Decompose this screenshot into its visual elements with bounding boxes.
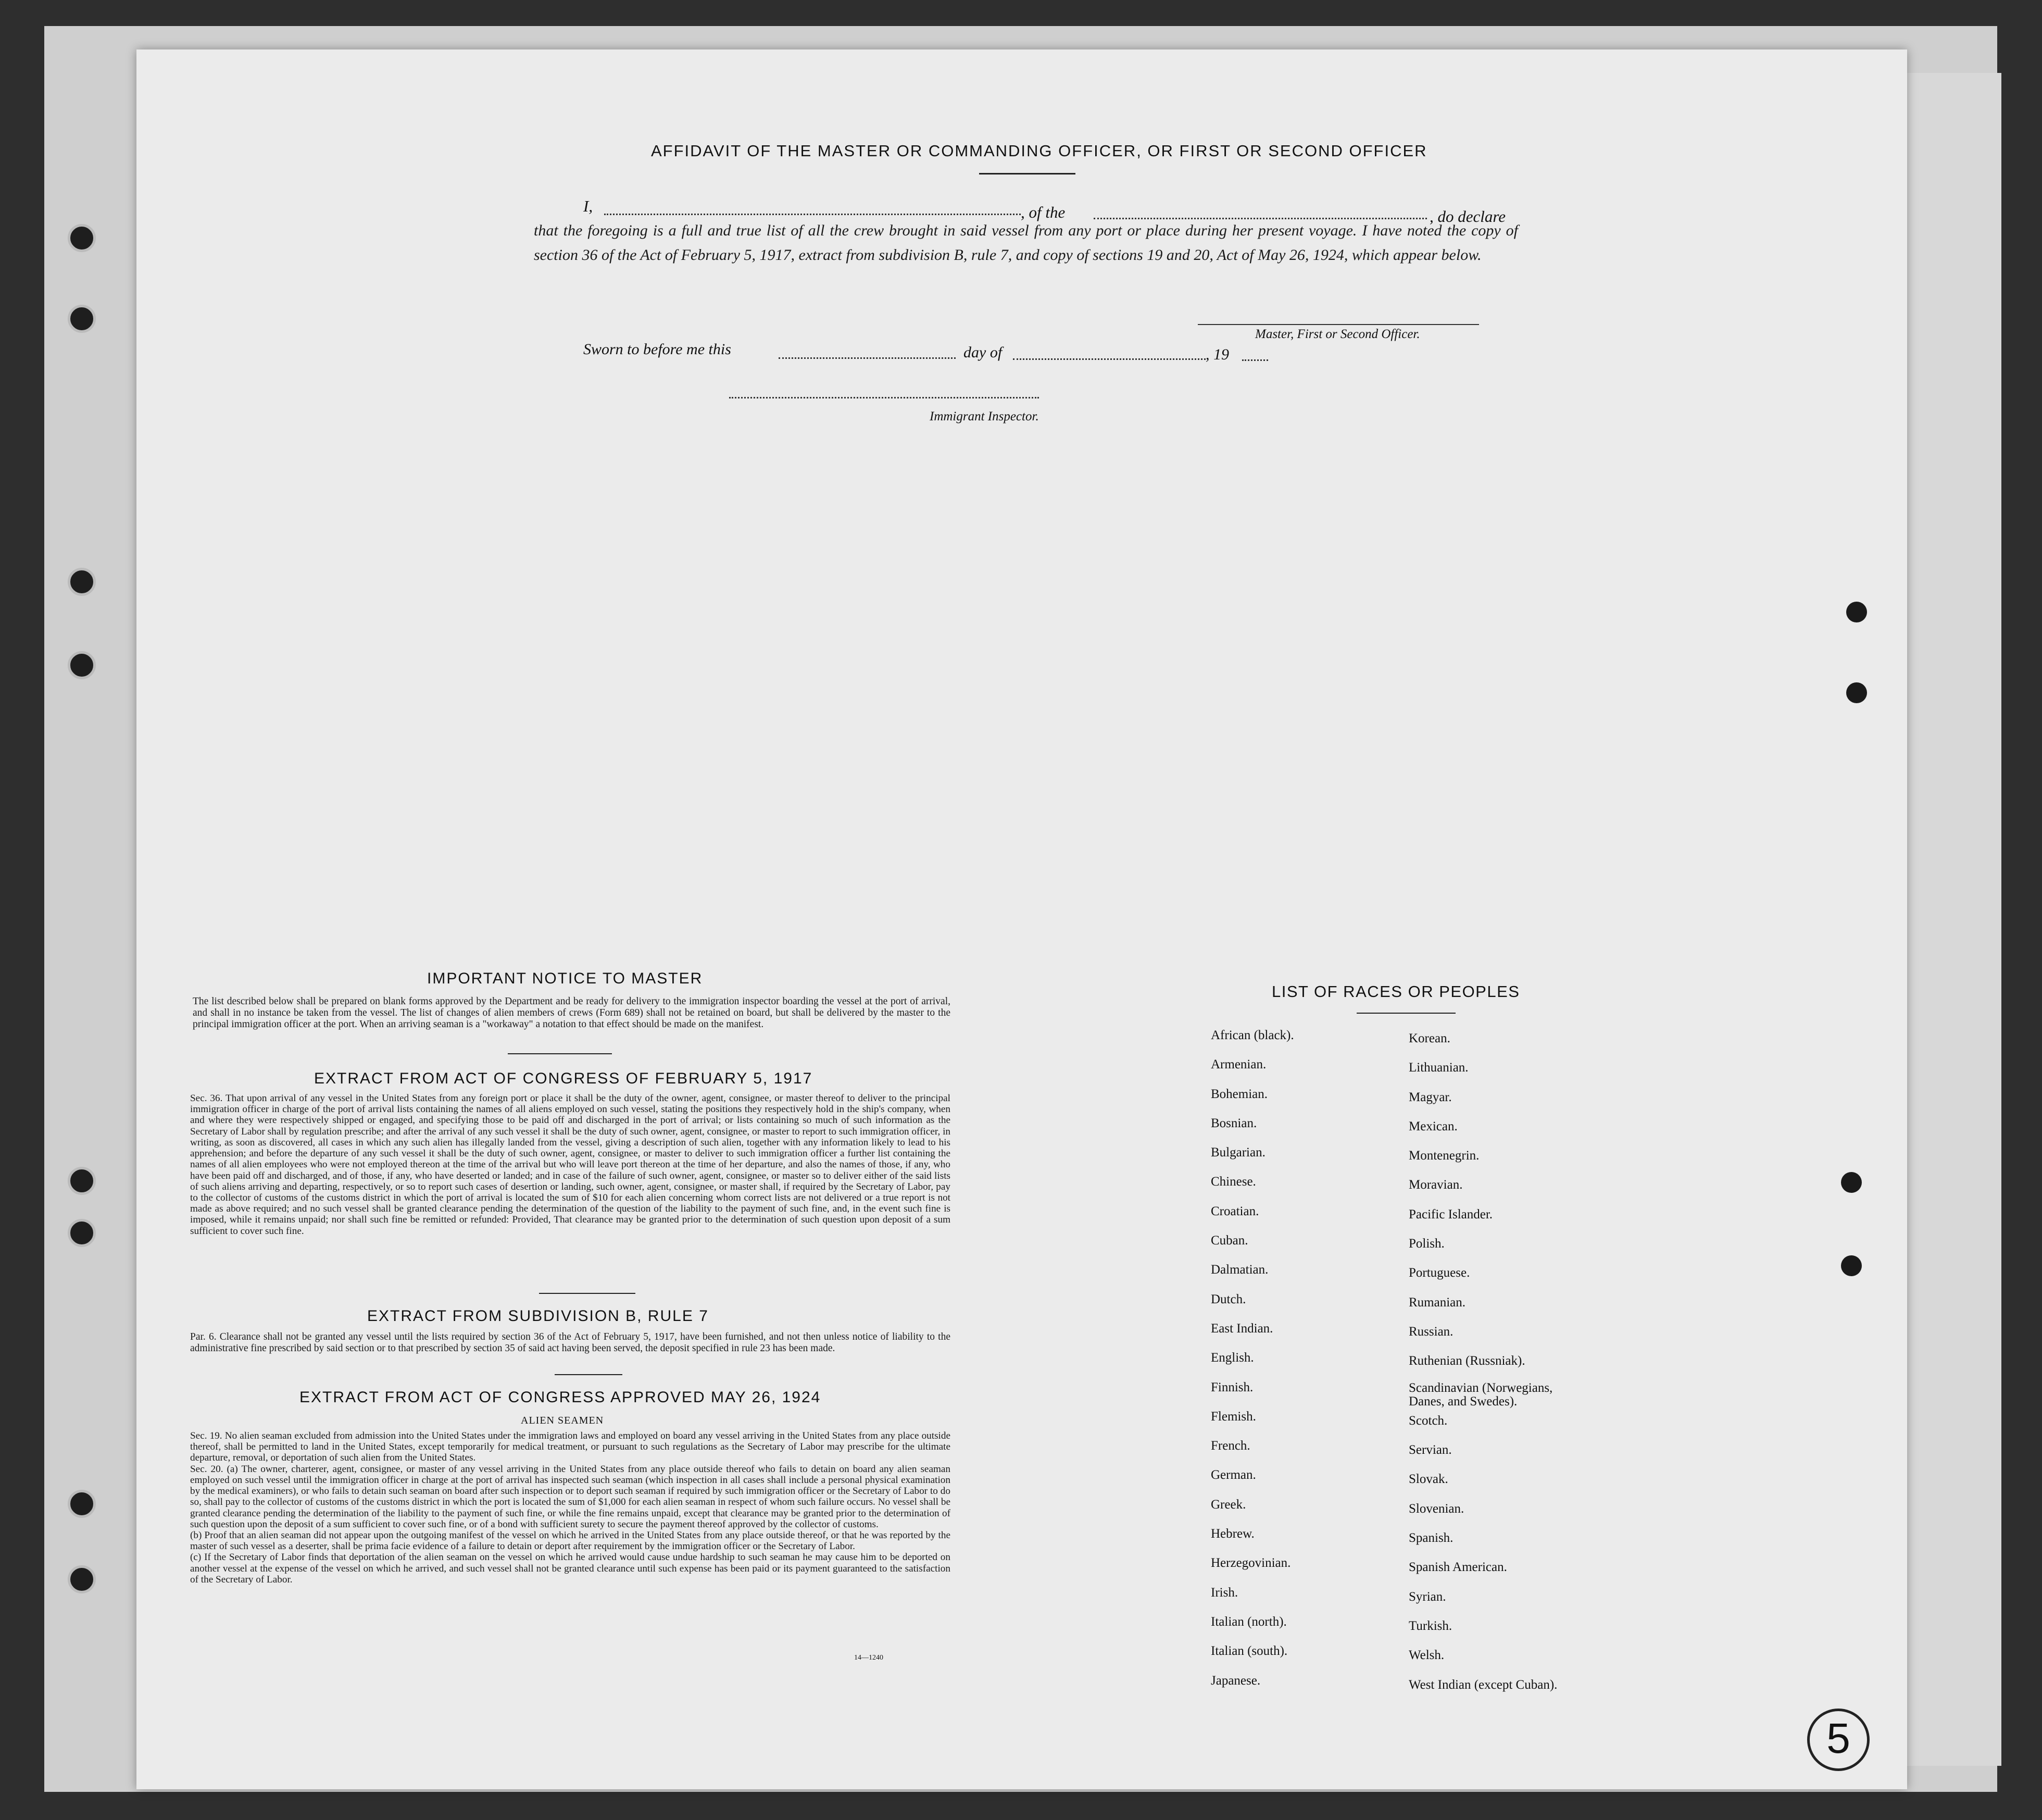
sec20a: Sec. 20. (a) The owner, charterer, agent, consignee, or master of any vessel arriving in the United States from any place outside thereof who fails to detain on board any alien seaman employed on such vessel until the immigration officer in charge at the port of arrival has inspected such seaman (which inspection in all cases shall include a personal physical examination by the medical examiners), or who fails to detain such seaman on board after such inspection or to deport such seaman if required by such immigration officer or the Secretary of Labor to do so, shall pay to the collector of customs of the customs district in which the port is located the sum of $1,000 for each alien seaman in respect of whom such failure occurs. No vessel shall be granted clearance pending the determination of the liability to the payment of such fine, or while the fine remains unpaid, except that clearance may be granted prior to the determination of such question upon the deposit of a sum sufficient to cover such fine, or of a bond with sufficient surety to secure the payment thereof approved by the collector of customs.: [190, 1463, 950, 1530]
race-item: Turkish.: [1409, 1618, 1452, 1633]
race-item: Welsh.: [1409, 1648, 1445, 1663]
notice-body: The list described below shall be prepared on blank forms approved by the Department and be ready for delivery to the immigration inspector boarding the vessel at the port of arrival, and shall in no instance be taken from the vessel. The list of changes of alien members of crews (Form 689) shall not be retained on board, but shall be delivered by the master to the principal immigration officer at the port. When an arriving seaman is a "workaway" a notation to that effect should be made on the manifest.: [193, 996, 950, 1030]
punch-hole: [1841, 1172, 1862, 1193]
sec19: Sec. 19. No alien seaman excluded from admission into the United States under the immigration laws and employed on board any vessel arriving in the United States from any place outside thereof, shall be permitted to land in the United States, except temporarily for medical treatment, or pursuant to such regulations as the Secretary of Labor may prescribe for the ultimate departure, removal, or deportation of such alien from the United States.: [190, 1430, 950, 1464]
punch-hole: [68, 568, 96, 596]
races-title: LIST OF RACES OR PEOPLES: [1272, 982, 1520, 1001]
race-item: Slovenian.: [1409, 1501, 1464, 1516]
race-item: Lithuanian.: [1409, 1061, 1469, 1075]
punch-hole: [68, 1490, 96, 1518]
punch-hole: [68, 1219, 96, 1247]
race-item: Korean.: [1409, 1031, 1450, 1045]
signature-line: [1198, 324, 1479, 325]
race-item: Chinese.: [1211, 1175, 1256, 1189]
race-item: English.: [1211, 1351, 1254, 1365]
race-item: Polish.: [1409, 1237, 1445, 1251]
race-item: Moravian.: [1409, 1178, 1463, 1192]
race-item: Ruthenian (Russniak).: [1409, 1354, 1525, 1368]
notice-title: IMPORTANT NOTICE TO MASTER: [427, 970, 703, 987]
sworn-month-blank: [1013, 358, 1206, 360]
race-item: Syrian.: [1409, 1589, 1446, 1604]
race-item: Cuban.: [1211, 1233, 1248, 1248]
race-item: Croatian.: [1211, 1204, 1259, 1218]
inspector-line: [729, 397, 1039, 398]
race-item: Irish.: [1211, 1585, 1238, 1600]
sec20c: (c) If the Secretary of Labor finds that deportation of the alien seaman on the vessel on which he arrived would cause undue hardship to such seaman he may cause him to be deported on another vessel at the expense of the vessel on which he arrived, and such vessel shall not be granted clearance until such expense has been paid or its payment guaranteed to the satisfaction of the Secretary of Labor.: [190, 1552, 950, 1585]
race-item: Montenegrin.: [1409, 1149, 1480, 1163]
divider: [1357, 1013, 1456, 1014]
race-item: East Indian.: [1211, 1321, 1273, 1336]
extract-1924-body: [190, 1430, 950, 1585]
divider: [979, 173, 1075, 174]
races-column-2: [1409, 1028, 1581, 1704]
divider: [555, 1374, 622, 1375]
race-item: West Indian (except Cuban).: [1409, 1677, 1558, 1692]
race-item: Italian (south).: [1211, 1644, 1288, 1659]
divider: [539, 1293, 635, 1294]
races-column-1: [1211, 1025, 1294, 1700]
race-item: Rumanian.: [1409, 1295, 1466, 1310]
alien-seamen-subtitle: ALIEN SEAMEN: [521, 1415, 604, 1426]
race-item: Mexican.: [1409, 1119, 1458, 1133]
race-item: Hebrew.: [1211, 1527, 1255, 1541]
sworn-label: Sworn to before me this: [583, 341, 731, 358]
race-item: Greek.: [1211, 1497, 1246, 1512]
race-item: Herzegovinian.: [1211, 1556, 1291, 1570]
page-number-stamp: 5: [1807, 1709, 1870, 1771]
race-item: Slovak.: [1409, 1472, 1448, 1487]
punch-hole: [68, 1565, 96, 1593]
punch-hole: [1846, 602, 1867, 622]
race-item: Flemish.: [1211, 1409, 1256, 1424]
divider: [508, 1053, 612, 1054]
affidavit-i: I,: [583, 197, 593, 215]
race-item: Japanese.: [1211, 1673, 1261, 1688]
inspector-label: Immigrant Inspector.: [930, 409, 1039, 423]
signature-label: Master, First or Second Officer.: [1255, 327, 1420, 341]
year-label: , 19: [1206, 346, 1229, 363]
name-blank: [604, 214, 1021, 215]
rule7-body: Par. 6. Clearance shall not be granted any vessel until the lists required by section 36 of the Act of February 5, 1917, have been furnished, and not then unless notice of liability to the administrative fine prescribed by said section or to that prescribed by section 35 of said act having been served, the deposit specified in rule 23 has been made.: [190, 1331, 950, 1354]
race-item: Pacific Islander.: [1409, 1207, 1493, 1221]
race-item: Bohemian.: [1211, 1087, 1268, 1101]
extract-1917-title: EXTRACT FROM ACT OF CONGRESS OF FEBRUARY 5, 1917: [314, 1070, 813, 1087]
race-item: African (black).: [1211, 1028, 1294, 1042]
form-number: 14—1240: [854, 1654, 883, 1662]
race-item: Portuguese.: [1409, 1266, 1470, 1280]
race-item: Dalmatian.: [1211, 1263, 1269, 1277]
race-item: Finnish.: [1211, 1380, 1254, 1394]
punch-hole: [1846, 682, 1867, 703]
affidavit-of-the: , of the: [1021, 203, 1066, 221]
punch-hole: [1841, 1255, 1862, 1276]
rule7-title: EXTRACT FROM SUBDIVISION B, RULE 7: [367, 1307, 709, 1325]
year-blank: [1242, 359, 1268, 361]
sec20b: (b) Proof that an alien seaman did not appear upon the outgoing manifest of the vessel on which he arrived in the United States from any place outside thereof, or that he was reported by the master of such vessel as a deserter, shall be prima facie evidence of a failure to detain or deport after requirement by the immigration officer or the Secretary of Labor.: [190, 1529, 950, 1552]
race-item: Magyar.: [1409, 1090, 1452, 1104]
affidavit-body: that the foregoing is a full and true list of all the crew brought in said vessel from any port or place during her present voyage. I have noted the copy of section 36 of the Act of February 5, 1917, extract from subdivision B, rule 7, and copy of sections 19 and 20, Act of May 26, 1924, which appear below.: [534, 222, 1518, 264]
race-item: Spanish.: [1409, 1531, 1454, 1545]
race-item: Armenian.: [1211, 1057, 1267, 1072]
affidavit-declare: , do declare: [1430, 207, 1506, 226]
race-item: Scandinavian (Norwegians, Danes, and Swedes).: [1409, 1380, 1553, 1408]
punch-hole: [68, 305, 96, 333]
race-item: Russian.: [1409, 1324, 1454, 1339]
extract-1917-body: Sec. 36. That upon arrival of any vessel in the United States from any foreign port or place it shall be the duty of the owner, agent, consignee, or master thereof to deliver to the principal immigration officer in charge of the port of arrival lists containing the names of all aliens employed on such vessel, stating the positions they respectively hold in the ship's company, when and where they were respectively shipped or engaged, and specifying those to be paid off and discharged in the port of arrival; or lists containing so much of such information as the Secretary of Labor shall by regulation prescribe; and after the arrival of any such vessel it shall be the duty of such owner, agent, consignee, or master to report to such immigration officer, in writing, as soon as discovered, all cases in which any such alien has illegally landed from the vessel, giving a description of such alien, together with any information likely to lead to his apprehension; and before the departure of any such vessel it shall be the duty of such owner, agent, consignee, or master to deliver to such immigration officer a further list containing the names of all alien employees who were not employed thereon at the time of the arrival but who will leave port thereon at the time of her departure, and also the names of those, if any, who have been paid off and discharged, and of those, if any, who have deserted or landed; and in case of the failure of such owner, agent, consignee, or master so to deliver either of the said lists of such aliens arriving and departing, respectively, or so to report such cases of desertion or landing, such owner, agent, consignee, or master shall, if required by the Secretary of Labor, pay to the collector of customs of the customs district in which the port of arrival is located the sum of $10 for each alien concerning whom correct lists are not delivered or a true report is not made as above required; and no such vessel shall be granted clearance pending the determination of the question of the liability to the payment of such fine, and, in the event such fine is imposed, while it remains unpaid; nor shall such fine be remitted or refunded: Provided, That clearance may be granted prior to the determination of such question upon deposit of a sum sufficient to cover such fine.: [190, 1093, 950, 1237]
race-item: German.: [1211, 1468, 1256, 1482]
punch-hole: [68, 1167, 96, 1195]
race-item: Bosnian.: [1211, 1116, 1257, 1130]
punch-hole: [68, 224, 96, 252]
race-item: Dutch.: [1211, 1292, 1246, 1306]
race-item: Bulgarian.: [1211, 1145, 1266, 1160]
race-item: Servian.: [1409, 1443, 1452, 1457]
day-of-label: day of: [963, 344, 1003, 361]
punch-hole: [68, 651, 96, 679]
affidavit-title: AFFIDAVIT OF THE MASTER OR COMMANDING OFFICER, OR FIRST OR SECOND OFFICER: [651, 142, 1427, 160]
extract-1924-title: EXTRACT FROM ACT OF CONGRESS APPROVED MAY 26, 1924: [299, 1389, 821, 1406]
race-item: French.: [1211, 1439, 1250, 1453]
race-item: Spanish American.: [1409, 1560, 1507, 1575]
race-item: Italian (north).: [1211, 1614, 1287, 1629]
sworn-day-blank: [779, 357, 956, 359]
race-item: Scotch.: [1409, 1413, 1448, 1428]
